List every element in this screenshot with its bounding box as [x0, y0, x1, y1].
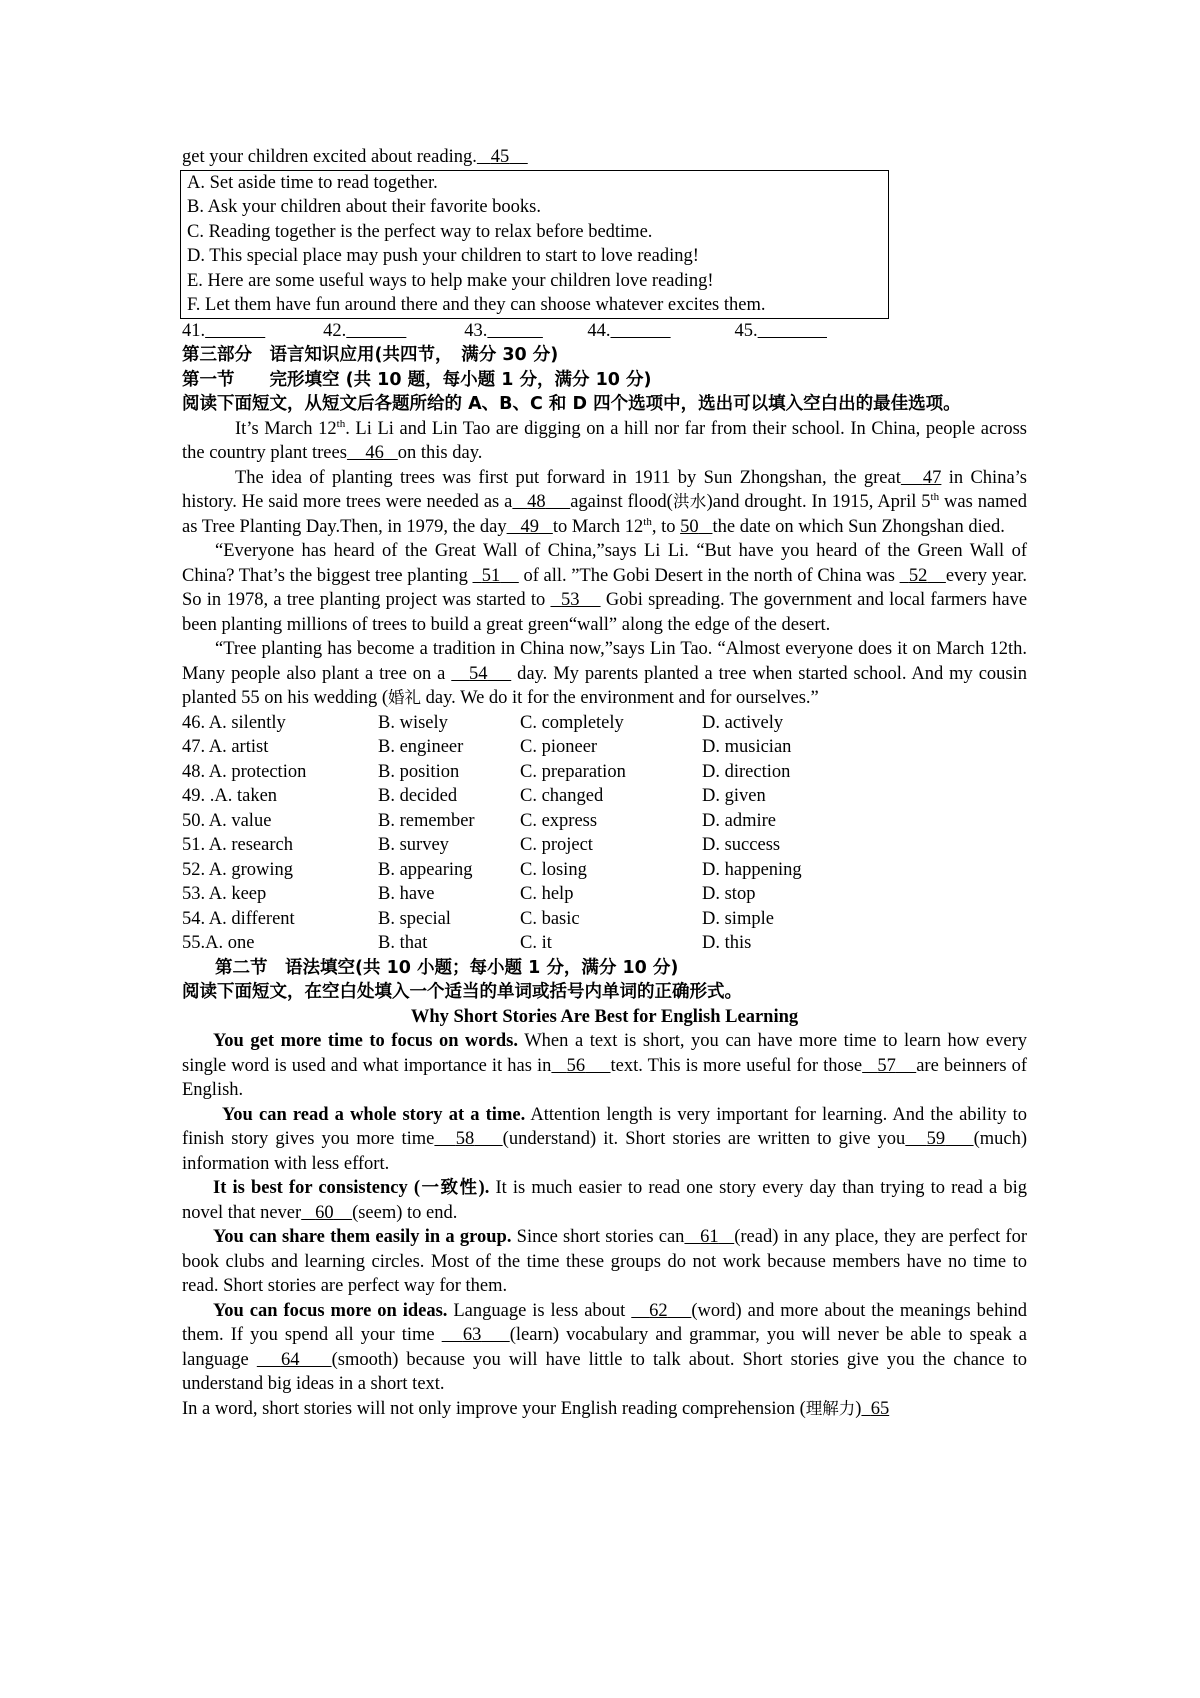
blank-45: 45 [490, 147, 510, 167]
blank-57: 57 [877, 1055, 896, 1076]
options-row-52: 52. A. growing B. appearing C. losing D. happening [182, 859, 802, 880]
blank-49: 49 [520, 516, 539, 537]
blank-51: 51 [481, 565, 501, 586]
option-a: A. Set aside time to read together. [187, 172, 438, 193]
grammar-title: Why Short Stories Are Best for English Learning [410, 1006, 799, 1027]
cloze-paragraph-2: The idea of planting trees was first put forward in 1911 by Sun Zhongshan, the great 47 in China’s history. He said more trees were needed as a 48 against flood(洪水)and drought. In 1915, April 5th was named as Tree Planting Day.Then, in 1979, the day 49 to March 12th, to 50 the date on which Sun Zhongshan died. [182, 467, 1028, 537]
options-box [180, 170, 889, 319]
intro-line: get your children excited about reading. 45 [182, 147, 510, 167]
blank-58: 58 [455, 1129, 475, 1149]
cloze-options-list [182, 711, 1027, 956]
cloze-paragraph-1: It’s March 12th. Li Li and Lin Tao are digging on a hill nor far from their school. In China, people across the country plant trees 46 on this day. [182, 417, 1027, 463]
blank-65: 65 [870, 1398, 890, 1419]
blank-46: 46 [365, 443, 384, 463]
part3-heading: 第三部分 语言知识应用(共四节， 满分 30 分) [182, 345, 559, 365]
exam-page [182, 145, 1027, 1421]
blank-50: 50 [680, 516, 699, 537]
option-b: B. Ask your children about their favorite books. [187, 197, 542, 217]
grammar-paragraph-5: You can focus more on ideas. Language is less about 62 (word) and more about the meanings behind them. If you spend all your time 63 (learn) vocabulary and grammar, you will never be able to speak a language 64 (smooth) because you will have little to talk about. Short stories give you the chance to understand big ideas in a short text. [182, 1300, 1028, 1394]
blank-64: 64 [280, 1349, 300, 1370]
section2-instruction: 阅读下面短文，在空白处填入一个适当的单词或括号内单词的正确形式。 [182, 982, 742, 1002]
blank-47: 47 [922, 467, 942, 488]
options-row-50: 50. A. value B. remember C. express D. admire [182, 810, 776, 831]
answer-line: 41. 42. 43. 44. 45. [182, 320, 758, 341]
section2-heading: 第二节 语法填空(共 10 小题；每小题 1 分，满分 10 分) [215, 957, 679, 978]
grammar-paragraph-6: In a word, short stories will not only improve your English reading comprehension (理解力) 65 [182, 1398, 890, 1419]
options-row-54: 54. A. different B. special C. basic D. simple [182, 908, 774, 929]
option-e: E. Here are some useful ways to help make your children love reading! [187, 270, 714, 291]
blank-62: 62 [649, 1300, 668, 1321]
options-row-46: 46. A. silently B. wisely C. completely D. actively [182, 712, 784, 733]
blank-60: 60 [315, 1202, 334, 1223]
options-row-48: 48. A. protection B. position C. preparation D. direction [182, 761, 791, 782]
grammar-paragraph-2: You can read a whole story at a time. Attention length is very important for learning. And the ability to finish story gives you more time 58 (understand) it. Short stories are written to give you 59 (much) information with less effort. [182, 1104, 1027, 1174]
section1-instruction: 阅读下面短文，从短文后各题所给的 A、B、C 和 D 四个选项中，选出可以填入空白出的最佳选项。 [182, 394, 961, 414]
blank-59: 59 [926, 1129, 946, 1149]
option-f: F. Let them have fun around there and they can shoose whatever excites them. [187, 295, 766, 315]
cloze-paragraph-3: “Everyone has heard of the Great Wall of China,”says Li Li. “But have you heard of the Green Wall of China? That’s the biggest tree planting 51 of all. ”The Gobi Desert in the north of China was 52 every year. So in 1978, a tree planting project was started to 53 Gobi spreading. The government and local farmers have been planting millions of trees to build a great green“wall” along the edge of the desert. [182, 541, 1028, 635]
blank-52: 52 [908, 565, 928, 586]
blank-48: 48 [527, 492, 546, 512]
options-row-47: 47. A. artist B. engineer C. pioneer D. musician [182, 737, 792, 757]
blank-63: 63 [462, 1325, 482, 1345]
option-d: D. This special place may push your children to start to love reading! [187, 246, 699, 266]
options-row-49: 49. .A. taken B. decided C. changed D. given [182, 786, 766, 806]
grammar-paragraph-3: It is best for consistency (一致性). It is much easier to read one story every day than trying to read a big novel that never 60 (seem) to end. [182, 1178, 1028, 1223]
options-row-55: 55.A. one B. that C. it D. this [182, 933, 752, 953]
blank-61: 61 [700, 1227, 719, 1247]
options-row-51: 51. A. research B. survey C. project D. success [182, 835, 781, 855]
blank-56: 56 [566, 1055, 586, 1076]
grammar-paragraph-1: You get more time to focus on words. When a text is short, you can have more time to learn how every single word is used and what importance it has in 56 text. This is more useful for those 57 are beinners of English. [182, 1031, 1028, 1100]
section1-heading: 第一节 完形填空 (共 10 题，每小题 1 分，满分 10 分) [182, 369, 652, 390]
blank-54: 54 [469, 663, 488, 684]
cloze-paragraph-4: “Tree planting has become a tradition in China now,”says Lin Tao. “Almost everyone does it on March 12th. Many people also plant a tree on a 54 day. My parents planted a tree when started school. And my cousin planted 55 on his wedding (婚礼 day. We do it for the environment and for ourselves.” [182, 639, 1028, 708]
blank-53: 53 [561, 590, 580, 610]
options-row-53: 53. A. keep B. have C. help D. stop [182, 884, 756, 904]
option-c: C. Reading together is the perfect way to relax before bedtime. [187, 221, 653, 242]
grammar-paragraph-4: You can share them easily in a group. Since short stories can 61 (read) in any place, they are perfect for book clubs and learning circles. Most of the time these groups do not work because members have no time to read. Short stories are perfect way for them. [182, 1227, 1028, 1296]
